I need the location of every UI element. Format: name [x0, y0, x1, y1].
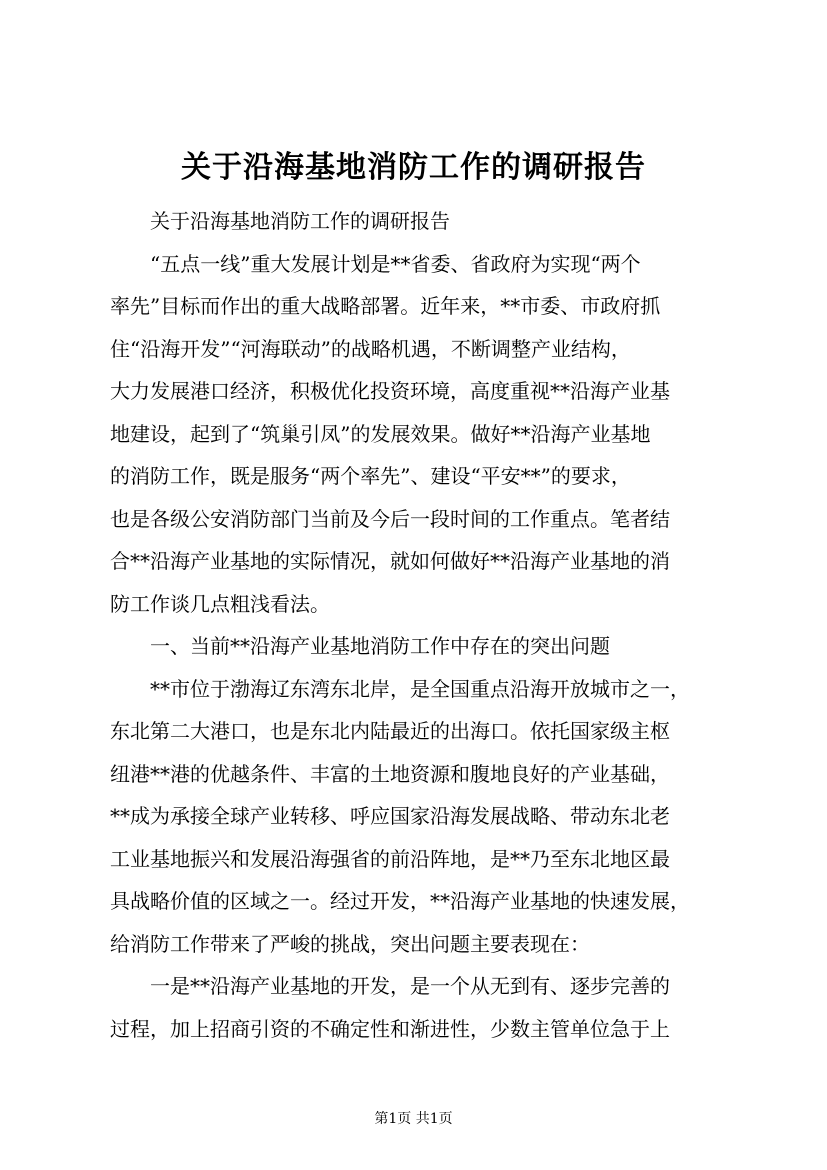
document-title: 关于沿海基地消防工作的调研报告	[181, 150, 646, 185]
paragraph-line: 大力发展港口经济，积极优化投资环境，高度重视**沿海产业基	[110, 379, 670, 403]
paragraph-line: **市位于渤海辽东湾东北岸，是全国重点沿海开放城市之一，	[150, 676, 690, 701]
paragraph-line: 纽港**港的优越条件、丰富的土地资源和腹地良好的产业基础，	[110, 761, 670, 786]
paragraph-line: 一是**沿海产业基地的开发，是一个从无到有、逐步完善的	[150, 974, 670, 998]
paragraph-line: 合**沿海产业基地的实际情况，就如何做好**沿海产业基地的消	[110, 549, 670, 573]
section-heading: 一、当前**沿海产业基地消防工作中存在的突出问题	[150, 634, 610, 658]
paragraph-line: 地建设，起到了“筑巢引凤”的发展效果。做好**沿海产业基地	[110, 421, 651, 446]
paragraph-line: 关于沿海基地消防工作的调研报告	[150, 209, 450, 233]
paragraph-line: 过程，加上招商引资的不确定性和渐进性，少数主管单位急于上	[110, 1016, 670, 1041]
paragraph-line: 东北第二大港口，也是东北内陆最近的出海口。依托国家级主枢	[110, 719, 670, 743]
paragraph-line: 住“沿海开发”“河海联动”的战略机遇，不断调整产业结构，	[110, 336, 631, 361]
document-body	[110, 200, 730, 1050]
paragraph-line: 具战略价值的区域之一。经过开发，**沿海产业基地的快速发展，	[110, 889, 690, 913]
paragraph-line: 防工作谈几点粗浅看法。	[110, 591, 330, 616]
paragraph-line: 的消防工作，既是服务“两个率先”、建设“平安**”的要求，	[110, 464, 631, 488]
paragraph-line: 给消防工作带来了严峻的挑战，突出问题主要表现在：	[110, 931, 590, 956]
paragraph-line: “五点一线”重大发展计划是**省委、省政府为实现“两个	[150, 251, 641, 276]
paragraph-line: 率先”目标而作出的重大战略部署。近年来，**市委、市政府抓	[110, 294, 661, 318]
page-number-footer: 第1页 共1页	[374, 1111, 453, 1127]
paragraph-line: 也是各级公安消防部门当前及今后一段时间的工作重点。笔者结	[110, 506, 670, 531]
paragraph-line: 工业基地振兴和发展沿海强省的前沿阵地，是**乃至东北地区最	[110, 846, 670, 871]
paragraph-line: **成为承接全球产业转移、呼应国家沿海发展战略、带动东北老	[110, 804, 670, 828]
